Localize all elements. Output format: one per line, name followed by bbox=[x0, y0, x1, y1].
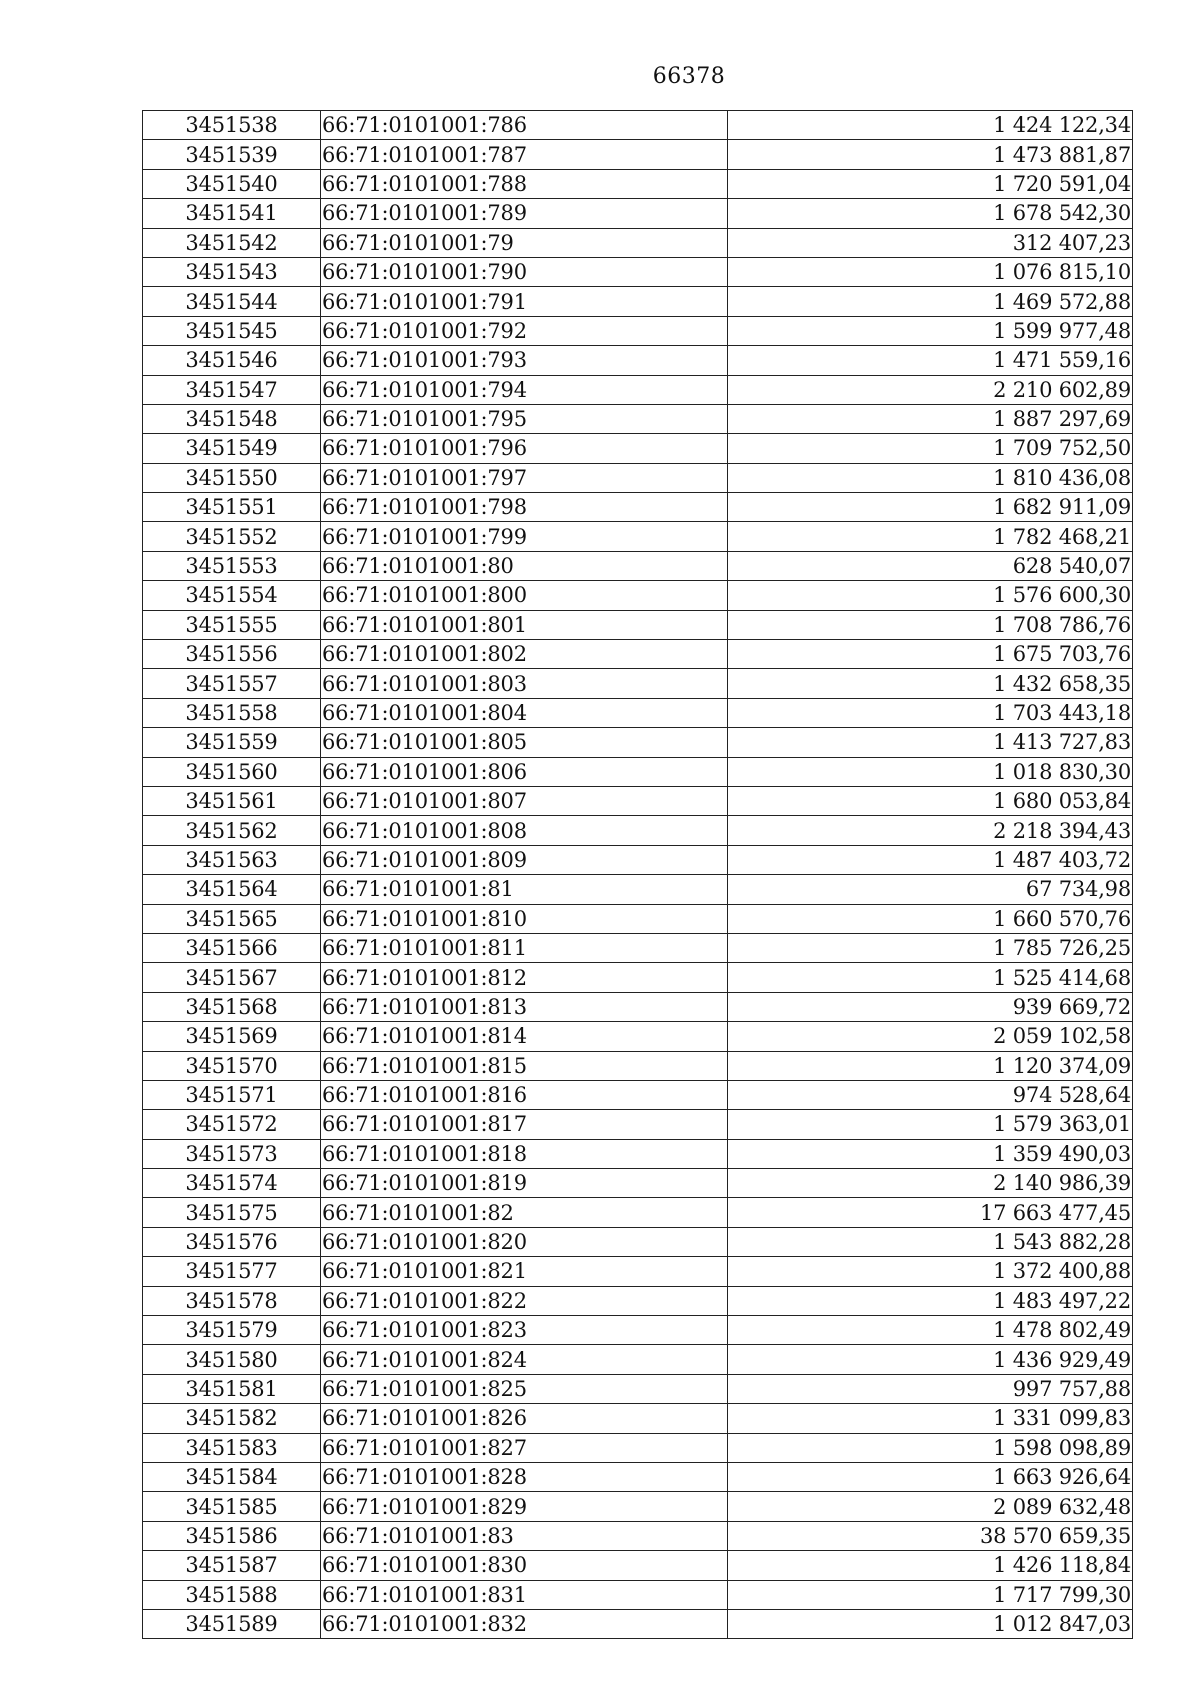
row-id-cell: 3451578 bbox=[143, 1286, 321, 1315]
row-id-cell: 3451588 bbox=[143, 1580, 321, 1609]
value-cell: 1 487 403,72 bbox=[728, 845, 1133, 874]
value-cell: 1 782 468,21 bbox=[728, 522, 1133, 551]
value-cell: 1 012 847,03 bbox=[728, 1609, 1133, 1638]
row-id-cell: 3451550 bbox=[143, 463, 321, 492]
value-cell: 1 543 882,28 bbox=[728, 1227, 1133, 1256]
cadastral-number-cell: 66:71:0101001:824 bbox=[321, 1345, 728, 1374]
value-cell: 1 663 926,64 bbox=[728, 1462, 1133, 1491]
value-cell: 1 471 559,16 bbox=[728, 346, 1133, 375]
table-row bbox=[143, 1080, 1133, 1109]
value-cell: 1 432 658,35 bbox=[728, 669, 1133, 698]
row-id-cell: 3451549 bbox=[143, 434, 321, 463]
table-row bbox=[143, 1609, 1133, 1638]
value-cell: 1 436 929,49 bbox=[728, 1345, 1133, 1374]
row-id-cell: 3451584 bbox=[143, 1462, 321, 1491]
row-id-cell: 3451539 bbox=[143, 140, 321, 169]
value-cell: 1 703 443,18 bbox=[728, 698, 1133, 727]
table-row bbox=[143, 904, 1133, 933]
value-cell: 1 810 436,08 bbox=[728, 463, 1133, 492]
table-row bbox=[143, 551, 1133, 580]
cadastral-number-cell: 66:71:0101001:791 bbox=[321, 287, 728, 316]
cadastral-number-cell: 66:71:0101001:819 bbox=[321, 1169, 728, 1198]
value-cell: 1 331 099,83 bbox=[728, 1404, 1133, 1433]
row-id-cell: 3451576 bbox=[143, 1227, 321, 1256]
row-id-cell: 3451544 bbox=[143, 287, 321, 316]
cadastral-number-cell: 66:71:0101001:814 bbox=[321, 1022, 728, 1051]
row-id-cell: 3451566 bbox=[143, 933, 321, 962]
value-cell: 1 120 374,09 bbox=[728, 1051, 1133, 1080]
cadastral-number-cell: 66:71:0101001:812 bbox=[321, 963, 728, 992]
row-id-cell: 3451562 bbox=[143, 816, 321, 845]
row-id-cell: 3451579 bbox=[143, 1316, 321, 1345]
table-row bbox=[143, 1462, 1133, 1491]
value-cell: 1 599 977,48 bbox=[728, 316, 1133, 345]
cadastral-number-cell: 66:71:0101001:829 bbox=[321, 1492, 728, 1521]
row-id-cell: 3451564 bbox=[143, 875, 321, 904]
cadastral-number-cell: 66:71:0101001:816 bbox=[321, 1080, 728, 1109]
row-id-cell: 3451575 bbox=[143, 1198, 321, 1227]
value-cell: 2 059 102,58 bbox=[728, 1022, 1133, 1051]
value-cell: 312 407,23 bbox=[728, 228, 1133, 257]
value-cell: 1 576 600,30 bbox=[728, 581, 1133, 610]
table-row bbox=[143, 1374, 1133, 1403]
table-row bbox=[143, 346, 1133, 375]
value-cell: 1 469 572,88 bbox=[728, 287, 1133, 316]
row-id-cell: 3451547 bbox=[143, 375, 321, 404]
data-table bbox=[142, 110, 1133, 1639]
row-id-cell: 3451546 bbox=[143, 346, 321, 375]
cadastral-number-cell: 66:71:0101001:795 bbox=[321, 404, 728, 433]
cadastral-number-cell: 66:71:0101001:821 bbox=[321, 1257, 728, 1286]
row-id-cell: 3451558 bbox=[143, 698, 321, 727]
table-row bbox=[143, 1198, 1133, 1227]
table-row bbox=[143, 933, 1133, 962]
row-id-cell: 3451557 bbox=[143, 669, 321, 698]
table-row bbox=[143, 140, 1133, 169]
cadastral-number-cell: 66:71:0101001:799 bbox=[321, 522, 728, 551]
value-cell: 67 734,98 bbox=[728, 875, 1133, 904]
table-row bbox=[143, 669, 1133, 698]
cadastral-number-cell: 66:71:0101001:83 bbox=[321, 1521, 728, 1550]
table-row bbox=[143, 992, 1133, 1021]
cadastral-number-cell: 66:71:0101001:797 bbox=[321, 463, 728, 492]
table-row bbox=[143, 640, 1133, 669]
cadastral-number-cell: 66:71:0101001:810 bbox=[321, 904, 728, 933]
row-id-cell: 3451553 bbox=[143, 551, 321, 580]
value-cell: 1 717 799,30 bbox=[728, 1580, 1133, 1609]
row-id-cell: 3451543 bbox=[143, 257, 321, 286]
value-cell: 1 478 802,49 bbox=[728, 1316, 1133, 1345]
value-cell: 2 089 632,48 bbox=[728, 1492, 1133, 1521]
row-id-cell: 3451545 bbox=[143, 316, 321, 345]
value-cell: 1 680 053,84 bbox=[728, 786, 1133, 815]
cadastral-number-cell: 66:71:0101001:798 bbox=[321, 493, 728, 522]
table-row bbox=[143, 786, 1133, 815]
row-id-cell: 3451580 bbox=[143, 1345, 321, 1374]
row-id-cell: 3451571 bbox=[143, 1080, 321, 1109]
row-id-cell: 3451567 bbox=[143, 963, 321, 992]
value-cell: 1 708 786,76 bbox=[728, 610, 1133, 639]
table-row bbox=[143, 1521, 1133, 1550]
cadastral-number-cell: 66:71:0101001:818 bbox=[321, 1139, 728, 1168]
table-row bbox=[143, 963, 1133, 992]
value-cell: 1 709 752,50 bbox=[728, 434, 1133, 463]
row-id-cell: 3451568 bbox=[143, 992, 321, 1021]
cadastral-number-cell: 66:71:0101001:803 bbox=[321, 669, 728, 698]
table-row bbox=[143, 434, 1133, 463]
cadastral-number-cell: 66:71:0101001:825 bbox=[321, 1374, 728, 1403]
table-row bbox=[143, 228, 1133, 257]
table-row bbox=[143, 316, 1133, 345]
table-row bbox=[143, 1492, 1133, 1521]
cadastral-number-cell: 66:71:0101001:831 bbox=[321, 1580, 728, 1609]
cadastral-number-cell: 66:71:0101001:790 bbox=[321, 257, 728, 286]
table-row bbox=[143, 816, 1133, 845]
cadastral-number-cell: 66:71:0101001:811 bbox=[321, 933, 728, 962]
cadastral-number-cell: 66:71:0101001:786 bbox=[321, 111, 728, 140]
value-cell: 17 663 477,45 bbox=[728, 1198, 1133, 1227]
table-row bbox=[143, 404, 1133, 433]
row-id-cell: 3451569 bbox=[143, 1022, 321, 1051]
value-cell: 2 210 602,89 bbox=[728, 375, 1133, 404]
row-id-cell: 3451577 bbox=[143, 1257, 321, 1286]
value-cell: 1 473 881,87 bbox=[728, 140, 1133, 169]
row-id-cell: 3451555 bbox=[143, 610, 321, 639]
value-cell: 1 413 727,83 bbox=[728, 728, 1133, 757]
cadastral-number-cell: 66:71:0101001:80 bbox=[321, 551, 728, 580]
cadastral-number-cell: 66:71:0101001:804 bbox=[321, 698, 728, 727]
table-row bbox=[143, 1022, 1133, 1051]
cadastral-number-cell: 66:71:0101001:796 bbox=[321, 434, 728, 463]
row-id-cell: 3451582 bbox=[143, 1404, 321, 1433]
cadastral-number-cell: 66:71:0101001:805 bbox=[321, 728, 728, 757]
cadastral-number-cell: 66:71:0101001:792 bbox=[321, 316, 728, 345]
cadastral-number-cell: 66:71:0101001:826 bbox=[321, 1404, 728, 1433]
row-id-cell: 3451551 bbox=[143, 493, 321, 522]
cadastral-number-cell: 66:71:0101001:823 bbox=[321, 1316, 728, 1345]
value-cell: 1 426 118,84 bbox=[728, 1551, 1133, 1580]
cadastral-number-cell: 66:71:0101001:832 bbox=[321, 1609, 728, 1638]
table-row bbox=[143, 1345, 1133, 1374]
page-number: 66378 bbox=[652, 64, 726, 89]
cadastral-number-cell: 66:71:0101001:787 bbox=[321, 140, 728, 169]
cadastral-number-cell: 66:71:0101001:802 bbox=[321, 640, 728, 669]
cadastral-number-cell: 66:71:0101001:815 bbox=[321, 1051, 728, 1080]
table-row bbox=[143, 1316, 1133, 1345]
row-id-cell: 3451574 bbox=[143, 1169, 321, 1198]
row-id-cell: 3451581 bbox=[143, 1374, 321, 1403]
row-id-cell: 3451554 bbox=[143, 581, 321, 610]
value-cell: 2 218 394,43 bbox=[728, 816, 1133, 845]
value-cell: 1 525 414,68 bbox=[728, 963, 1133, 992]
value-cell: 1 579 363,01 bbox=[728, 1110, 1133, 1139]
value-cell: 974 528,64 bbox=[728, 1080, 1133, 1109]
row-id-cell: 3451565 bbox=[143, 904, 321, 933]
table-row bbox=[143, 1580, 1133, 1609]
cadastral-number-cell: 66:71:0101001:794 bbox=[321, 375, 728, 404]
table-row bbox=[143, 463, 1133, 492]
row-id-cell: 3451559 bbox=[143, 728, 321, 757]
cadastral-number-cell: 66:71:0101001:800 bbox=[321, 581, 728, 610]
row-id-cell: 3451585 bbox=[143, 1492, 321, 1521]
table-row bbox=[143, 875, 1133, 904]
cadastral-value-table bbox=[142, 110, 1133, 1639]
table-row bbox=[143, 1051, 1133, 1080]
table-row bbox=[143, 493, 1133, 522]
row-id-cell: 3451586 bbox=[143, 1521, 321, 1550]
cadastral-number-cell: 66:71:0101001:82 bbox=[321, 1198, 728, 1227]
row-id-cell: 3451573 bbox=[143, 1139, 321, 1168]
table-row bbox=[143, 581, 1133, 610]
row-id-cell: 3451556 bbox=[143, 640, 321, 669]
table-row bbox=[143, 610, 1133, 639]
table-row bbox=[143, 257, 1133, 286]
value-cell: 1 424 122,34 bbox=[728, 111, 1133, 140]
value-cell: 1 678 542,30 bbox=[728, 199, 1133, 228]
row-id-cell: 3451570 bbox=[143, 1051, 321, 1080]
table-row bbox=[143, 199, 1133, 228]
value-cell: 1 785 726,25 bbox=[728, 933, 1133, 962]
table-row bbox=[143, 522, 1133, 551]
table-row bbox=[143, 111, 1133, 140]
value-cell: 1 720 591,04 bbox=[728, 169, 1133, 198]
table-row bbox=[143, 169, 1133, 198]
row-id-cell: 3451541 bbox=[143, 199, 321, 228]
value-cell: 1 372 400,88 bbox=[728, 1257, 1133, 1286]
cadastral-number-cell: 66:71:0101001:808 bbox=[321, 816, 728, 845]
cadastral-number-cell: 66:71:0101001:817 bbox=[321, 1110, 728, 1139]
cadastral-number-cell: 66:71:0101001:79 bbox=[321, 228, 728, 257]
cadastral-number-cell: 66:71:0101001:827 bbox=[321, 1433, 728, 1462]
row-id-cell: 3451589 bbox=[143, 1609, 321, 1638]
row-id-cell: 3451548 bbox=[143, 404, 321, 433]
value-cell: 1 682 911,09 bbox=[728, 493, 1133, 522]
row-id-cell: 3451583 bbox=[143, 1433, 321, 1462]
table-row bbox=[143, 728, 1133, 757]
table-row bbox=[143, 845, 1133, 874]
table-row bbox=[143, 1169, 1133, 1198]
cadastral-number-cell: 66:71:0101001:813 bbox=[321, 992, 728, 1021]
value-cell: 939 669,72 bbox=[728, 992, 1133, 1021]
table-row bbox=[143, 287, 1133, 316]
cadastral-number-cell: 66:71:0101001:807 bbox=[321, 786, 728, 815]
cadastral-number-cell: 66:71:0101001:801 bbox=[321, 610, 728, 639]
table-row bbox=[143, 1110, 1133, 1139]
value-cell: 1 887 297,69 bbox=[728, 404, 1133, 433]
cadastral-number-cell: 66:71:0101001:822 bbox=[321, 1286, 728, 1315]
row-id-cell: 3451561 bbox=[143, 786, 321, 815]
value-cell: 628 540,07 bbox=[728, 551, 1133, 580]
value-cell: 1 675 703,76 bbox=[728, 640, 1133, 669]
row-id-cell: 3451563 bbox=[143, 845, 321, 874]
value-cell: 1 483 497,22 bbox=[728, 1286, 1133, 1315]
table-row bbox=[143, 375, 1133, 404]
table-row bbox=[143, 1286, 1133, 1315]
table-row bbox=[143, 1257, 1133, 1286]
table-row bbox=[143, 1227, 1133, 1256]
cadastral-number-cell: 66:71:0101001:820 bbox=[321, 1227, 728, 1256]
row-id-cell: 3451538 bbox=[143, 111, 321, 140]
value-cell: 2 140 986,39 bbox=[728, 1169, 1133, 1198]
value-cell: 1 359 490,03 bbox=[728, 1139, 1133, 1168]
row-id-cell: 3451540 bbox=[143, 169, 321, 198]
value-cell: 997 757,88 bbox=[728, 1374, 1133, 1403]
value-cell: 1 018 830,30 bbox=[728, 757, 1133, 786]
table-body bbox=[143, 111, 1133, 1639]
row-id-cell: 3451572 bbox=[143, 1110, 321, 1139]
table-row bbox=[143, 757, 1133, 786]
row-id-cell: 3451542 bbox=[143, 228, 321, 257]
cadastral-number-cell: 66:71:0101001:788 bbox=[321, 169, 728, 198]
value-cell: 1 660 570,76 bbox=[728, 904, 1133, 933]
cadastral-number-cell: 66:71:0101001:806 bbox=[321, 757, 728, 786]
cadastral-number-cell: 66:71:0101001:81 bbox=[321, 875, 728, 904]
value-cell: 1 076 815,10 bbox=[728, 257, 1133, 286]
table-row bbox=[143, 1139, 1133, 1168]
value-cell: 38 570 659,35 bbox=[728, 1521, 1133, 1550]
row-id-cell: 3451587 bbox=[143, 1551, 321, 1580]
value-cell: 1 598 098,89 bbox=[728, 1433, 1133, 1462]
cadastral-number-cell: 66:71:0101001:793 bbox=[321, 346, 728, 375]
table-row bbox=[143, 1433, 1133, 1462]
cadastral-number-cell: 66:71:0101001:828 bbox=[321, 1462, 728, 1491]
cadastral-number-cell: 66:71:0101001:830 bbox=[321, 1551, 728, 1580]
table-row bbox=[143, 698, 1133, 727]
row-id-cell: 3451560 bbox=[143, 757, 321, 786]
table-row bbox=[143, 1551, 1133, 1580]
cadastral-number-cell: 66:71:0101001:789 bbox=[321, 199, 728, 228]
row-id-cell: 3451552 bbox=[143, 522, 321, 551]
table-row bbox=[143, 1404, 1133, 1433]
cadastral-number-cell: 66:71:0101001:809 bbox=[321, 845, 728, 874]
